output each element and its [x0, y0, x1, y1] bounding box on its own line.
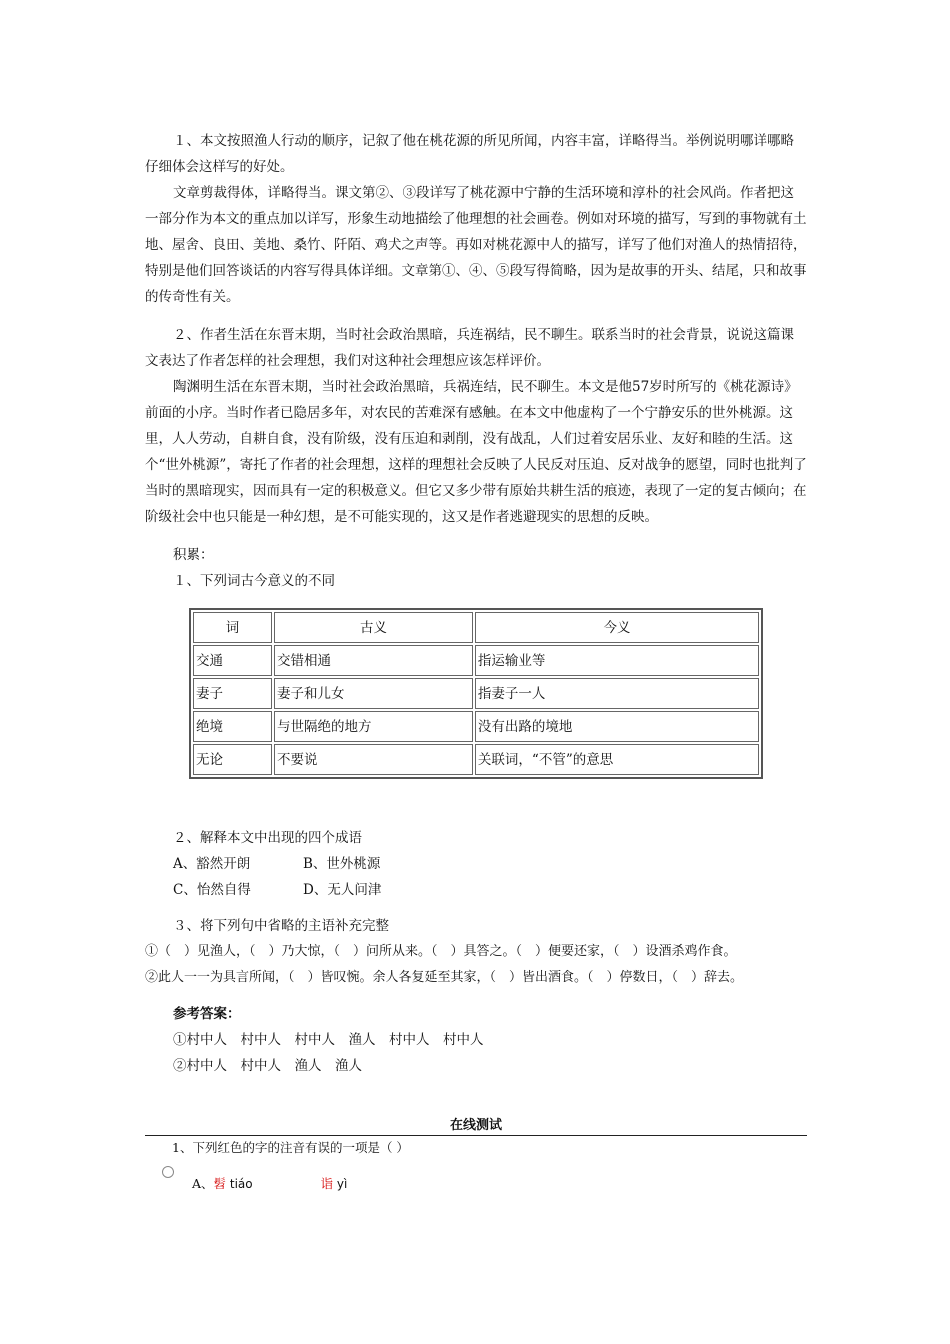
idiom-option-b: B、世外桃源: [303, 856, 381, 872]
header-ancient: 古义: [274, 612, 473, 643]
table-cell: 妻子和儿女: [274, 678, 473, 709]
highlight-char-1: 髫: [213, 1176, 227, 1191]
table-cell: 指妻子一人: [475, 678, 759, 709]
test-option-a[interactable]: [192, 1174, 347, 1192]
option-a-prefix: A、: [192, 1176, 214, 1191]
answer-1: 文章剪裁得体，详略得当。课文第②、③段详写了桃花源中宁静的生活环境和淳朴的社会风尚。作者把这一部分作为本文的重点加以详写，形象生动地描绘了他理想的社会画卷。例如对环境的描写，写到的事物就有土地、屋舍、良田、美地、桑竹、阡陌、鸡犬之声等。再如对桃花源中人的描写，详写了他们对渔人的热情招待，特别是他们回答谈话的内容写得具体详细。文章第①、④、⑤段写得简略，因为是故事的开头、结尾，只和故事的传奇性有关。: [145, 185, 807, 305]
table-row: [193, 711, 759, 742]
radio-option-a[interactable]: [162, 1166, 174, 1178]
table-cell: 交错相通: [274, 645, 473, 676]
highlight-char-2: 诣: [320, 1176, 334, 1191]
table-row: [193, 744, 759, 775]
sentence-2: ②此人一一为具言所闻，（ ）皆叹惋。余人各复延至其家，（ ）皆出酒食。（ ）停数日，（ ）辞去。: [145, 970, 744, 985]
idiom-options-row-1: [145, 851, 807, 877]
main-content: [145, 128, 807, 1079]
table-cell: 没有出路的境地: [475, 711, 759, 742]
accumulation-heading: 积累：: [173, 547, 214, 563]
pinyin-1: tiáo: [226, 1177, 253, 1191]
answer-line-1: ①村中人 村中人 村中人 渔人 村中人 村中人: [173, 1032, 484, 1048]
divider: [145, 1135, 807, 1136]
header-modern: 今义: [475, 612, 759, 643]
table-cell: 妻子: [193, 678, 272, 709]
table-cell: 无论: [193, 744, 272, 775]
table-header-row: [193, 612, 759, 643]
table-row: [193, 645, 759, 676]
table-cell: 交通: [193, 645, 272, 676]
question-1: １、本文按照渔人行动的顺序，记叙了他在桃花源的所见所闻，内容丰富，详略得当。举例说明哪详哪略仔细体会这样写的好处。: [145, 133, 794, 175]
accumulation-question-3: ３、将下列句中省略的主语补充完整: [173, 918, 389, 934]
online-test-title: 在线测试: [449, 1118, 502, 1133]
table-cell: 关联词，“不管”的意思: [475, 744, 759, 775]
vocab-table-wrap: [189, 608, 807, 779]
accumulation-question-2: ２、解释本文中出现的四个成语: [173, 830, 362, 846]
idiom-option-c: C、怡然自得: [173, 882, 251, 898]
sentence-1: ①（ ）见渔人，（ ）乃大惊，（ ）问所从来。（ ）具答之。（ ）便要还家，（ ）设酒杀鸡作食。: [145, 944, 737, 959]
accumulation-question-1: １、下列词古今意义的不同: [173, 573, 335, 589]
table-cell: 指运输业等: [475, 645, 759, 676]
idiom-options-row-2: [145, 877, 807, 903]
vocab-table: [189, 608, 763, 779]
answer-line-2: ②村中人 村中人 渔人 渔人: [173, 1058, 362, 1074]
answer-2: 陶渊明生活在东晋末期，当时社会政治黑暗，兵祸连结，民不聊生。本文是他57岁时所写的《桃花源诗》前面的小序。当时作者已隐居多年，对农民的苦难深有感触。在本文中他虚构了一个宁静安乐的世外桃源。这里，人人劳动，自耕自食，没有阶级，没有压迫和剥削，没有战乱，人们过着安居乐业、友好和睦的生活。这个“世外桃源”，寄托了作者的社会理想，这样的理想社会反映了人民反对压迫、反对战争的愿望，同时也批判了当时的黑暗现实，因而具有一定的积极意义。但它又多少带有原始共耕生活的痕迹，表现了一定的复古倾向；在阶级社会中也只能是一种幻想，是不可能实现的，这又是作者逃避现实的思想的反映。: [145, 379, 807, 525]
idiom-option-d: D、无人问津: [303, 882, 382, 898]
table-cell: 绝境: [193, 711, 272, 742]
header-word: 词: [193, 612, 272, 643]
pinyin-2: yì: [333, 1177, 348, 1191]
table-cell: 不要说: [274, 744, 473, 775]
answer-heading: 参考答案：: [173, 1006, 241, 1022]
table-row: [193, 678, 759, 709]
question-2: ２、作者生活在东晋末期，当时社会政治黑暗，兵连祸结，民不聊生。联系当时的社会背景，说说这篇课文表达了作者怎样的社会理想，我们对这种社会理想应该怎样评价。: [145, 327, 794, 369]
idiom-option-a: A、豁然开朗: [173, 856, 251, 872]
table-cell: 与世隔绝的地方: [274, 711, 473, 742]
test-question-1: 1、下列红色的字的注音有误的一项是（ ）: [172, 1140, 409, 1155]
